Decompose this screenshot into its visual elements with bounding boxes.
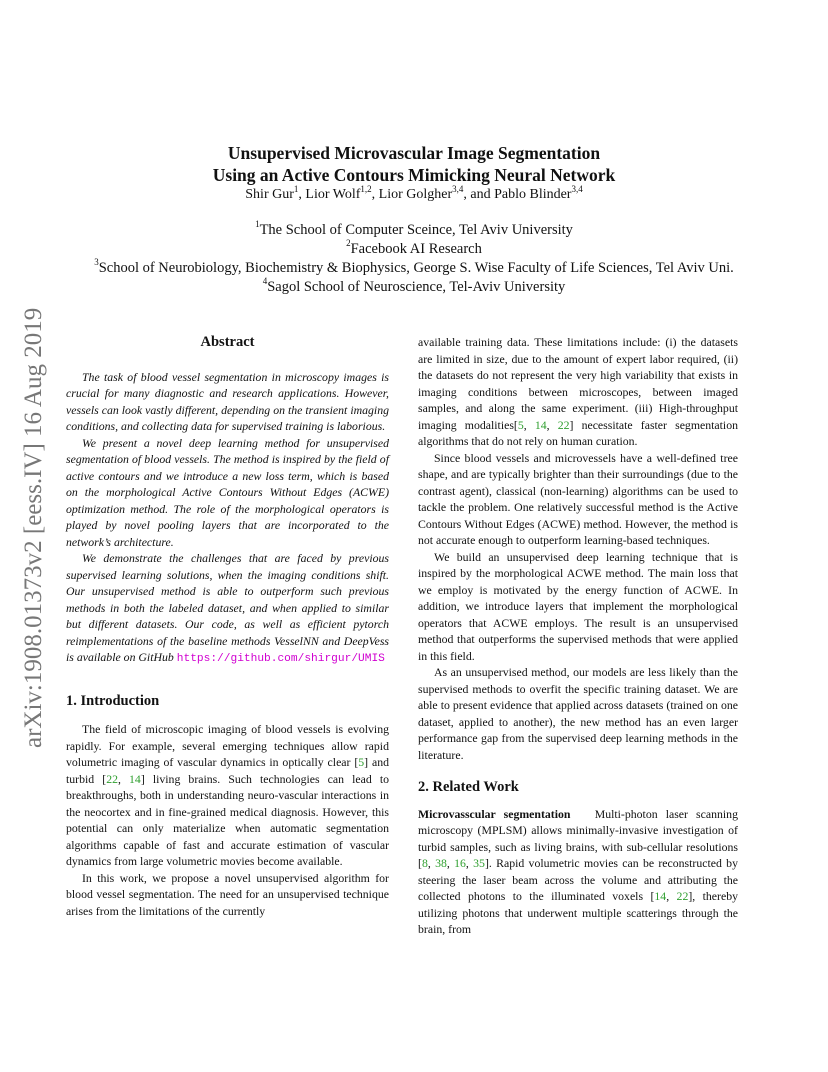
affiliation-2: $^2$Facebook AI Research (346, 238, 482, 257)
author-affil-mark: 1 (293, 184, 299, 194)
related-work-heading: 2. Related Work (418, 779, 519, 795)
abstract-paragraph: We present a novel deep learning method for unsupervised segmentation of blood vessels. The method is inspired by the field of active contours and we introduce a new loss term, which is based on the morphological Active Contours Without Edges (ACWE) optimization method. The role of the morphological operators is played by novel pooling layers that are incorporated to the network’s architecture. (66, 435, 389, 549)
author-affil-mark: 1,2 (360, 184, 372, 194)
citation-link[interactable]: 5 (358, 755, 365, 769)
related-work-paragraph: Microvasscular segmentation Multi-photon laser scanning microscopy (MPLSM) allows minimally-invasive investigation of turbid samples, such as living brains, with sub-cellular resolutions [8, 38, 16, 35]. Rapid volumetric movies can be reconstructed by steering the laser beam across the volume and attributing the collected photons to the illuminated voxels [14, 22], thereby utilizing photons that underwent multiple scatterings through the brain, from (418, 806, 738, 936)
author-name: , and Pablo Blinder (463, 187, 572, 202)
paragraph-heading: Microvasscular segmentation (418, 806, 571, 821)
left-column (66, 334, 389, 919)
abstract-heading: Abstract (200, 334, 255, 350)
citation-link[interactable]: 14 (129, 771, 141, 786)
citation-link[interactable]: 22 (106, 771, 118, 786)
intro-paragraph: available training data. These limitations include: (i) the datasets are limited in size, due to the amount of expert labor required, (ii) the datasets do not represent the very high variability that exists in imaging conditions between microscopes, between imaged samples, and along the same experiment. (iii) High-throughput imaging modalities[5, 14, 22] necessitate faster segmentation algorithms that do not rely on human curation. (418, 335, 738, 448)
intro-paragraph: Since blood vessels and microvessels have a well-defined tree shape, and are typically brighter than their surroundings (due to the contrast agent), classical (non-learning) algorithms can be used to tackle the problem. One relatively successful method is the Active Contours Without Edges (ACWE) method. However, the method is not accurate enough to outperform learning-based techniques. (418, 450, 738, 547)
author-affil-mark: 3,4 (571, 184, 583, 194)
citation-link[interactable]: 38 (435, 856, 447, 870)
arxiv-stamp: arXiv:1908.01373v2 [eess.IV] 16 Aug 2019 (20, 307, 47, 748)
citation-link[interactable]: 35 (473, 856, 485, 870)
author-name: , Lior Wolf (298, 187, 361, 202)
citation-link[interactable]: 5 (517, 417, 524, 432)
paper-title-line1: Unsupervised Microvascular Image Segmentation (227, 143, 601, 163)
intro-paragraph: In this work, we propose a novel unsupervised algorithm for blood vessel segmentation. The need for an unsupervised technique arises from the limitations of the currently (66, 870, 389, 918)
paper-title-line2: Using an Active Contours Mimicking Neural Network (212, 165, 616, 185)
citation-link[interactable]: 22 (676, 889, 689, 903)
intro-paragraph: We build an unsupervised deep learning technique that is inspired by the morphological ACWE method. The main loss that we employ is motivated by the energy function of ACWE. In addition, we introduce layers that implement the morphological operators that ACWE employs. The result is an unsupervised method that outperforms the supervised methods that were applied in this field. (418, 549, 738, 663)
author-name: , Lior Golgher (371, 187, 453, 202)
affiliation-4: $^4$Sagol School of Neuroscience, Tel-Aviv University (262, 276, 566, 295)
citation-link[interactable]: 14 (654, 889, 667, 903)
citation-link[interactable]: 14 (534, 417, 547, 432)
affiliation-1: $^1$The School of Computer Sceince, Tel Aviv University (255, 219, 573, 238)
author-list (0, 184, 828, 203)
abstract-paragraph: We demonstrate the challenges that are faced by previous supervised learning solutions, when the imaging conditions shift. Our unsupervised method is able to outperform such previous methods in both the labeled dataset, and when applied to similar but different datasets. Our code, as well as efficient pytorch reimplementations of the baseline methods VesselNN and DeepVess is available on GitHub https://github.com/shirgur/UMIS (66, 551, 389, 665)
introduction-heading: 1. Introduction (66, 692, 160, 709)
github-link[interactable]: https://github.com/shirgur/UMIS (176, 653, 385, 665)
right-column (418, 334, 738, 938)
abstract-paragraph: The task of blood vessel segmentation in microscopy images is crucial for many diagnostic and research applications. However, vessels can look vastly different, depending on the transient imaging conditions, and collecting data for supervised training is laborious. (66, 369, 389, 433)
citation-link[interactable]: 16 (454, 856, 466, 870)
citation-link[interactable]: 22 (557, 417, 570, 432)
affiliation-3: $^3$School of Neurobiology, Biochemistry & Biophysics, George S. Wise Faculty of Life Sciences, Tel Aviv Uni. (94, 257, 734, 276)
intro-paragraph: The field of microscopic imaging of blood vessels is evolving rapidly. For example, several emerging techniques allow rapid volumetric imaging of vascular dynamics in optically clear [5] and turbid [22, 14] living brains. Such technologies can lead to breakthroughs, both in understanding neuro-vascular interactions in the neocortex and in fine-grained medical diagnosis. However, this potential can only materialize when automatic segmentation algorithms capable of fast and accurate estimation of vascular dynamics from large volumetric movies become available. (66, 722, 389, 868)
intro-paragraph: As an unsupervised method, our models are less likely than the supervised methods to overfit the specific training dataset. We are able to present evidence that applied across datasets (trained on one dataset, applied to another), the new method has an even larger performance gap from the supervised deep learning methods in the literature. (418, 665, 738, 762)
author-affil-mark: 3,4 (452, 184, 464, 194)
author-name: Shir Gur (245, 187, 294, 202)
citation-link[interactable]: 8 (421, 856, 428, 870)
